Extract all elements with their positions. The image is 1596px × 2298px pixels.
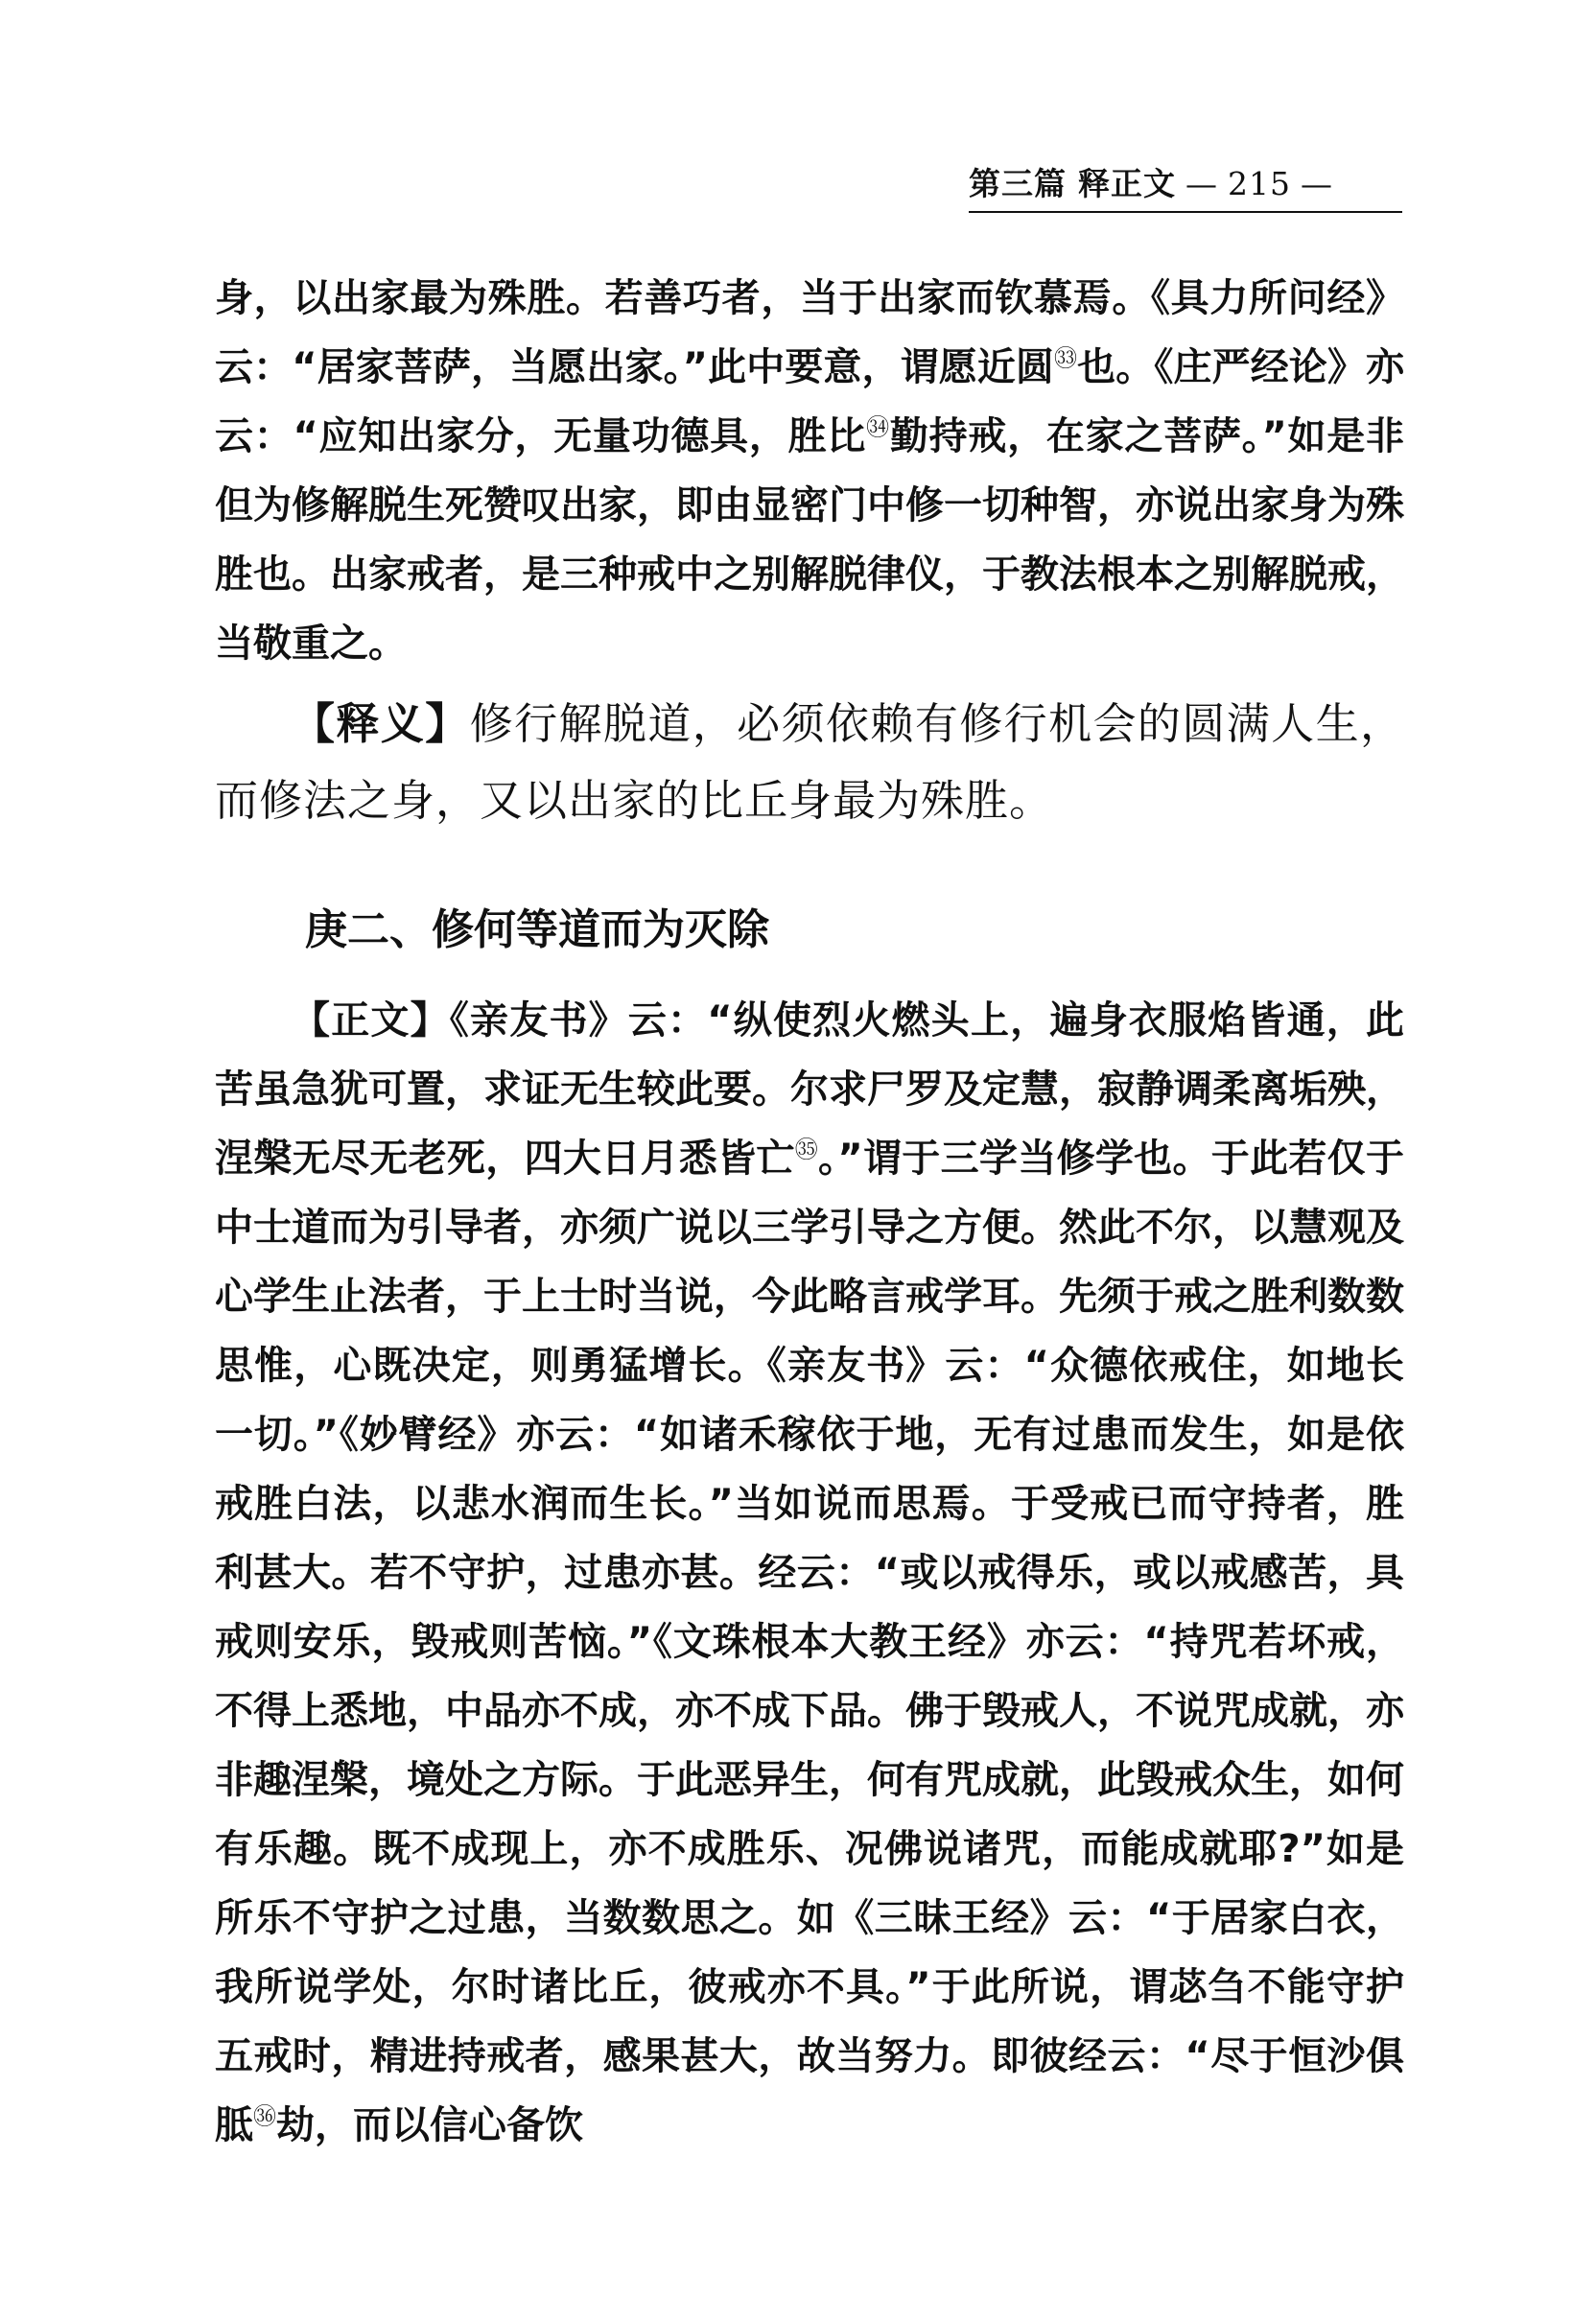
main-text-label: 【正文】 [292,997,450,1043]
header-title: 释正文 [1078,165,1176,202]
header-chapter: 第三篇 [969,165,1067,202]
footnote-ref: ㉞ [866,413,890,441]
explanation-paragraph [215,686,1404,839]
paragraph-text: 也。《庄严经论》亦云：“应知出家分，无量功德具，胜比 [215,345,1405,458]
page-number: 215 [1228,165,1291,202]
footnote-ref: ㉟ [794,1136,819,1163]
paragraph-text: 劫，而以信心备饮 [276,2103,583,2147]
explanation-label: 【释义】 [292,698,470,749]
paragraph-continued [215,264,1404,678]
paragraph-text: 。”谓于三学当修学也。于此若仅于中士道而为引导者，亦须广说以三学引导之方便。然此不尔，以慧观及心学生止法者，于上士时当说，今此略言戒学耳。先须于戒之胜利数数思惟，心既决定，则勇猛增长。《亲友书》云：“众德依戒住，如地长一切。”《妙臂经》亦云：“如诸禾稼依于地，无有过患而发生，如是依戒胜白法，以悲水润而生长。”当如说而思焉。于受戒已而守持者，胜利甚大。若不守护，过患亦甚。经云：“或以戒得乐，或以戒感苦，具戒则安乐，毁戒则苦恼。”《文珠根本大教王经》亦云：“持咒若坏戒，不得上悉地，中品亦不成，亦不成下品。佛于毁戒人，不说咒成就，亦非趣涅槃，境处之方际。于此恶异生，何有咒成就，此毁戒众生，如何有乐趣。既不成现上，亦不成胜乐、况佛说诸咒，而能成就耶?”如是所乐不守护之过患，当数数思之。如《三昧王经》云：“于居家白衣，我所说学处，尔时诸比丘，彼戒亦不具。”于此所说，谓苾刍不能守护五戒时，精进持戒者，感果甚大，故当努力。即彼经云：“尽于恒沙俱胝 [215,1137,1405,2147]
paragraph-text: 勤持戒，在家之菩萨。”如是非但为修解脱生死赞叹出家，即由显密门中修一切种智，亦说出家身为殊胜也。出家戒者，是三种戒中之别解脱律仪，于教法根本之别解脱戒，当敬重之。 [215,414,1404,666]
paragraph-text: 《亲友书》云：“纵使烈火燃头上，遍身衣服焰皆通，此苦虽急犹可置，求证无生较此要。尔求尸罗及定慧，寂静调柔离垢殃，涅槃无尽无老死，四大日月悉皆亡 [215,998,1405,1181]
section-heading: 庚二、修何等道而为灭除 [305,905,769,954]
paragraph-text: 身，以出家最为殊胜。若善巧者，当于出家而钦慕焉。《具力所问经》云：“居家菩萨，当愿出家。”此中要意，谓愿近圆 [215,276,1404,389]
footnote-ref: ㉝ [1054,344,1078,372]
header-dash-left: — [1185,165,1218,202]
header-dash-right: — [1301,165,1333,202]
main-text-paragraph [215,986,1404,2160]
running-header [969,163,1402,213]
footnote-ref: ㊱ [253,2102,276,2130]
explanation-text: 修行解脱道，必须依赖有修行机会的圆满人生，而修法之身，又以出家的比丘身最为殊胜。 [215,698,1404,826]
